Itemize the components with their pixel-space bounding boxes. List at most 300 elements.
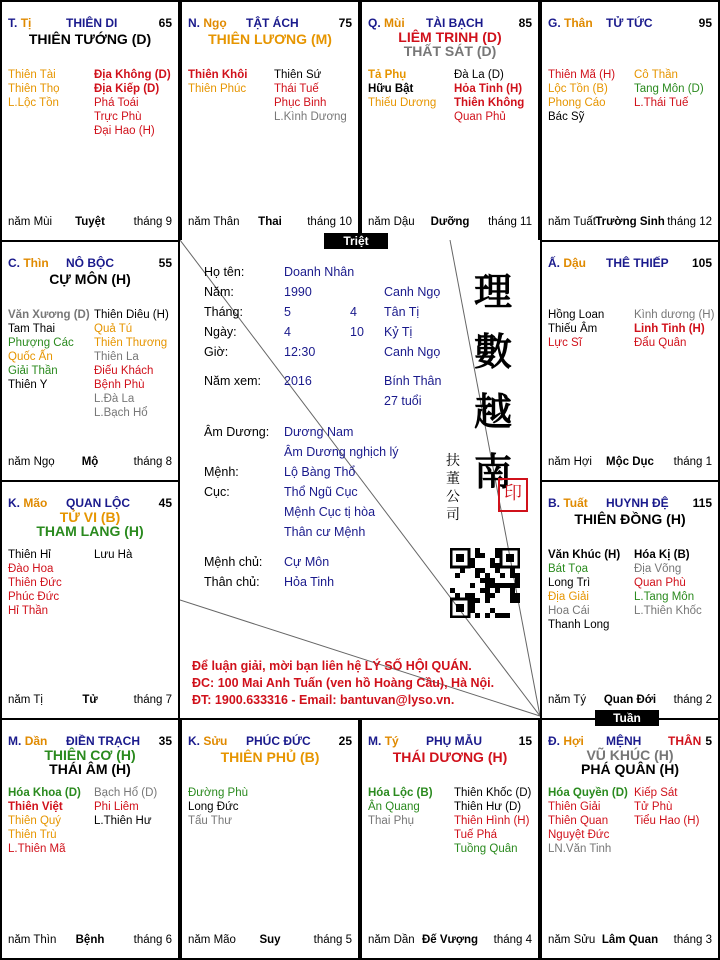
minor-star: Giải Thần	[8, 365, 58, 377]
palace-footer	[8, 216, 172, 230]
calligraphy-small-text	[446, 452, 466, 524]
main-stars	[2, 748, 178, 776]
can: B.	[548, 496, 560, 510]
minor-star: Thiên Quý	[8, 815, 62, 827]
minor-star: Đại Hao (H)	[94, 125, 155, 137]
can-chi	[368, 16, 405, 30]
main-star: THÁI ÂM (H)	[49, 761, 131, 777]
right-stars	[634, 548, 702, 618]
nguyet-han-month: tháng 2	[673, 694, 712, 706]
trang-sinh-stage: Đế Vượng	[421, 934, 479, 946]
minor-star: Long Đức	[188, 801, 239, 813]
nguyet-han-month: tháng 10	[307, 216, 352, 228]
menh-value: Lộ Bàng Thổ	[284, 465, 356, 479]
minor-star: Thiên Trù	[8, 829, 57, 841]
palace-footer	[548, 456, 712, 470]
main-star: THAM LANG (H)	[36, 523, 144, 539]
minor-star: Nguyệt Đức	[548, 829, 610, 841]
left-stars	[8, 786, 81, 856]
minor-star: Hóa Lộc (B)	[368, 787, 433, 799]
palace-mui[interactable]	[360, 0, 540, 242]
minor-star: Tam Thai	[8, 323, 56, 335]
dai-van-number: 85	[518, 16, 532, 30]
nguyet-han-month: tháng 3	[673, 934, 712, 946]
trang-sinh-stage: Tử	[82, 694, 98, 706]
main-star: TỬ VI (B)	[59, 509, 121, 525]
minor-star: Thiên Khốc (D)	[454, 787, 532, 799]
tieu-han-year: năm Ngọ	[8, 456, 55, 468]
chi: Hợi	[563, 734, 584, 748]
minor-star: Phượng Các	[8, 337, 74, 349]
trang-sinh-stage: Suy	[259, 934, 281, 946]
minor-star: Điếu Khách	[94, 365, 154, 377]
palace-name: PHỤ MẪU	[426, 734, 482, 748]
small-char-4: 司	[446, 507, 460, 523]
palace-name: THÊ THIẾP	[606, 256, 669, 270]
chi: Mùi	[384, 16, 405, 30]
minor-star: Lộc Tồn (B)	[548, 83, 608, 95]
minor-star: Lực Sĩ	[548, 337, 582, 349]
nguyet-han-month: tháng 4	[493, 934, 532, 946]
minor-star: L.Bạch Hổ	[94, 407, 148, 419]
trang-sinh-stage: Dưỡng	[430, 216, 470, 228]
minor-star: Hỉ Thần	[8, 605, 49, 617]
minor-star: Tuế Phá	[454, 829, 498, 841]
left-stars	[188, 786, 248, 828]
tieu-han-year: năm Dậu	[368, 216, 415, 228]
palace-ty[interactable]	[360, 718, 540, 960]
palace-name: HUYNH ĐỆ	[606, 496, 669, 510]
minor-star: Hóa Quyền (D)	[548, 787, 628, 799]
tieu-han-year: năm Mùi	[8, 216, 53, 228]
palace-footer	[8, 934, 172, 948]
small-char-1: 扶	[446, 453, 460, 469]
can-chi	[368, 734, 399, 748]
nguyet-han-month: tháng 7	[133, 694, 172, 706]
main-stars	[182, 32, 358, 46]
cuc-value-1: Thổ Ngũ Cục	[284, 485, 358, 499]
menh-chu-value: Cự Môn	[284, 555, 330, 569]
can: Q.	[368, 16, 381, 30]
minor-star: Thiên Diêu (H)	[94, 309, 169, 321]
cuc-label: Cục:	[204, 485, 230, 499]
trang-sinh-stage: Tuyệt	[75, 216, 105, 228]
right-stars	[454, 786, 531, 856]
triet-marker: Triệt	[324, 233, 388, 249]
can: Đ.	[548, 734, 560, 748]
can: K.	[188, 734, 200, 748]
am-duong-label: Âm Dương:	[204, 425, 270, 439]
palace-header	[548, 16, 712, 30]
minor-star: Thiên Y	[8, 379, 48, 391]
palace-footer	[8, 694, 172, 708]
tieu-han-year: năm Hợi	[548, 456, 592, 468]
minor-star: Bát Tọa	[548, 563, 589, 575]
palace-footer	[368, 934, 532, 948]
can-chi	[8, 16, 31, 30]
chi: Mão	[23, 496, 48, 510]
palace-header	[8, 496, 172, 510]
minor-star: Thiếu Âm	[548, 323, 598, 335]
palace-header	[188, 734, 352, 748]
right-stars	[634, 786, 699, 828]
can: M.	[368, 734, 382, 748]
minor-star: Hồng Loan	[548, 309, 605, 321]
palace-header	[8, 256, 172, 270]
minor-star: L.Thiên Khốc	[634, 605, 702, 617]
calligraphy-char-1: 理	[474, 269, 513, 314]
palace-name: ĐIỀN TRẠCH	[66, 734, 140, 748]
chi: Thân	[564, 16, 593, 30]
contact-line-1: Để luận giải, mời bạn liên hệ LÝ SỐ HỘI QUÁN.	[192, 659, 472, 673]
tieu-han-year: năm Sửu	[548, 934, 596, 946]
minor-star: Tử Phù	[634, 801, 673, 813]
chi: Sửu	[203, 734, 228, 748]
minor-star: L.Kình Dương	[274, 111, 347, 123]
right-stars	[94, 786, 157, 828]
info-value: 5	[284, 305, 291, 319]
nguyet-han-month: tháng 8	[133, 456, 172, 468]
minor-star: Thiên Sứ	[274, 69, 322, 81]
info-can-chi: Canh Ngọ	[384, 345, 441, 359]
palace-header	[368, 734, 532, 748]
tieu-han-year: năm Tuất	[548, 216, 596, 228]
nam-xem-can-chi: Bính Thân	[384, 374, 442, 388]
palace-name: TÀI BẠCH	[426, 16, 484, 30]
minor-star: Thiên Tài	[8, 69, 56, 81]
minor-star: Hoa Cái	[548, 605, 590, 617]
main-stars	[362, 750, 538, 764]
minor-star: Trực Phù	[94, 111, 142, 123]
minor-star: Linh Tinh (H)	[634, 323, 705, 335]
palace-header	[548, 496, 712, 510]
minor-star: Quan Phủ	[454, 111, 506, 123]
tieu-han-year: năm Mão	[188, 934, 236, 946]
palace-tuat[interactable]	[540, 480, 720, 720]
palace-name: PHÚC ĐỨC	[246, 734, 311, 748]
minor-star: Tuồng Quân	[454, 843, 518, 855]
minor-star: L.Lộc Tồn	[8, 97, 59, 109]
info-value: 1990	[284, 285, 312, 299]
main-star: LIÊM TRINH (D)	[398, 29, 502, 45]
info-label: Giờ:	[204, 345, 229, 359]
minor-star: Thiên Phúc	[188, 83, 247, 95]
tieu-han-year: năm Thân	[188, 216, 240, 228]
minor-star: Kình dương (H)	[634, 309, 715, 321]
minor-star: Phi Liêm	[94, 801, 139, 813]
trang-sinh-stage: Thai	[258, 216, 282, 228]
chi: Ngọ	[203, 16, 227, 30]
main-star: THIÊN ĐỒNG (H)	[574, 511, 686, 527]
nam-xem-value: 2016	[284, 374, 312, 388]
palace-header	[368, 16, 532, 30]
left-stars	[8, 308, 90, 392]
dai-van-number: 5	[705, 734, 712, 748]
palace-header	[8, 16, 172, 30]
trang-sinh-stage: Mộc Dục	[606, 456, 654, 468]
dai-van-number: 45	[158, 496, 172, 510]
minor-star: Thiên Không	[454, 97, 525, 109]
right-stars	[94, 548, 132, 562]
palace-than[interactable]	[540, 0, 720, 242]
contact-line-2: ĐC: 100 Mai Anh Tuấn (ven hồ Hoàng Cầu), Hà Nội.	[192, 676, 495, 690]
than-chu-label: Thân chủ:	[204, 575, 260, 589]
nguyet-han-month: tháng 5	[313, 934, 352, 946]
minor-star: Bác Sỹ	[548, 111, 585, 123]
trang-sinh-stage: Quan Đới	[603, 694, 657, 706]
minor-star: Văn Xương (D)	[8, 309, 90, 321]
than-chu-value: Hỏa Tinh	[284, 575, 335, 589]
minor-star: Thiên Hư (D)	[454, 801, 522, 813]
minor-star: Bạch Hổ (D)	[94, 787, 158, 799]
nguyet-han-month: tháng 6	[133, 934, 172, 946]
minor-star: Hóa Kị (B)	[634, 549, 690, 561]
minor-star: Địa Kiếp (D)	[94, 83, 160, 95]
right-stars	[634, 68, 704, 110]
palace-footer	[548, 694, 712, 708]
minor-star: Hữu Bật	[368, 83, 414, 95]
minor-star: Kiếp Sát	[634, 787, 678, 799]
minor-star: Thiên Quan	[548, 815, 609, 827]
can-chi	[548, 496, 588, 510]
palace-footer	[548, 934, 712, 948]
minor-star: Thiếu Dương	[368, 97, 437, 109]
left-stars	[548, 786, 628, 856]
main-stars	[182, 750, 358, 764]
main-star: CỰ MÔN (H)	[49, 271, 131, 287]
can: G.	[548, 16, 561, 30]
nguyet-han-month: tháng 12	[667, 216, 712, 228]
chi: Tị	[20, 16, 32, 30]
palace-name: TẬT ÁCH	[246, 16, 299, 30]
nguyet-han-month: tháng 1	[673, 456, 712, 468]
info-can-chi: Canh Ngọ	[384, 285, 441, 299]
minor-star: Thanh Long	[548, 619, 610, 631]
info-label: Năm:	[204, 285, 234, 299]
dai-van-number: 25	[338, 734, 352, 748]
left-stars	[368, 786, 433, 828]
info-value: 12:30	[284, 345, 316, 359]
dai-van-number: 105	[691, 256, 712, 270]
nguyet-han-month: tháng 11	[488, 216, 532, 228]
main-star: THIÊN LƯƠNG (M)	[208, 31, 332, 47]
main-star: THIÊN PHỦ (B)	[220, 749, 320, 765]
minor-star: Hóa Khoa (D)	[8, 787, 81, 799]
can-chi	[8, 256, 49, 270]
palace-dan[interactable]	[0, 718, 180, 960]
calligraphy-char-2: 數	[474, 329, 513, 374]
can: N.	[188, 16, 200, 30]
trang-sinh-stage: Trường Sinh	[595, 216, 665, 228]
palace-header	[548, 734, 712, 748]
palace-mao[interactable]	[0, 480, 180, 720]
palace-name: QUAN LỘC	[66, 496, 130, 510]
palace-suu[interactable]	[180, 718, 360, 960]
minor-star: Ân Quang	[368, 801, 420, 813]
than-tag: THÂN	[668, 734, 702, 748]
minor-star: Thiên Thương	[94, 337, 168, 349]
right-stars	[454, 68, 524, 124]
minor-star: Hỏa Tinh (H)	[454, 83, 523, 95]
left-stars	[188, 68, 247, 96]
contact-line-3: ĐT: 1900.633316 - Email: bantuvan@lyso.vn.	[192, 693, 455, 707]
minor-star: Phục Binh	[274, 97, 327, 109]
minor-star: LN.Văn Tinh	[548, 843, 612, 855]
can-chi	[188, 16, 227, 30]
nam-xem-label: Năm xem:	[204, 374, 261, 388]
minor-star: Tấu Thư	[188, 815, 232, 827]
palace-dau[interactable]	[540, 240, 720, 482]
minor-star: Thai Phụ	[368, 815, 415, 827]
minor-star: L.Đà La	[94, 393, 135, 405]
minor-star: Đà La (D)	[454, 69, 504, 81]
left-stars	[548, 308, 604, 350]
left-stars	[368, 68, 436, 110]
minor-star: Thiên Khôi	[188, 69, 248, 81]
main-stars	[2, 272, 178, 286]
minor-star: Văn Khúc (H)	[548, 549, 621, 561]
red-seal: 印	[498, 478, 528, 512]
can: C.	[8, 256, 20, 270]
right-stars	[94, 308, 169, 420]
trang-sinh-stage: Lâm Quan	[601, 934, 659, 946]
chi: Tý	[384, 734, 399, 748]
can: Ấ.	[548, 256, 560, 270]
can-chi	[548, 734, 584, 748]
main-star: THÁI DƯƠNG (H)	[392, 749, 508, 765]
palace-ti[interactable]	[0, 0, 180, 242]
dai-van-number: 115	[692, 496, 712, 510]
minor-star: Thiên Giải	[548, 801, 601, 813]
minor-star: Quả Tú	[94, 323, 133, 335]
main-stars	[542, 512, 718, 526]
minor-star: Tả Phụ	[368, 69, 407, 81]
trang-sinh-stage: Mộ	[81, 456, 99, 468]
minor-star: Bệnh Phù	[94, 379, 145, 391]
minor-star: Địa Giải	[548, 591, 589, 603]
palace-footer	[188, 934, 352, 948]
minor-star: Quốc Ấn	[8, 351, 53, 363]
tuan-marker: Tuần	[595, 710, 659, 726]
cuc-value-2: Mệnh Cục tị hòa	[284, 505, 376, 519]
minor-star: Đào Hoa	[8, 563, 54, 575]
left-stars	[548, 548, 620, 632]
can-chi	[548, 256, 586, 270]
am-duong-2: Âm Dương nghịch lý	[284, 445, 399, 459]
dai-van-number: 55	[158, 256, 172, 270]
main-stars	[2, 32, 178, 46]
palace-footer	[368, 216, 532, 230]
calligraphy-char-4: 南	[474, 449, 513, 494]
palace-hoi[interactable]	[540, 718, 720, 960]
minor-star: Thiên La	[94, 351, 139, 363]
tieu-han-year: năm Thìn	[8, 934, 57, 946]
minor-star: Phong Cáo	[548, 97, 606, 109]
minor-star: Thiên Hình (H)	[454, 815, 530, 827]
dai-van-number: 65	[158, 16, 172, 30]
minor-star: Thiên Hỉ	[8, 549, 51, 561]
contact-info	[192, 658, 532, 709]
dai-van-number: 15	[518, 734, 532, 748]
minor-star: Phá Toái	[94, 97, 139, 109]
main-stars	[362, 30, 538, 58]
palace-footer	[548, 216, 712, 230]
calligraphy-char-3: 越	[474, 389, 513, 434]
info-value: 4	[284, 325, 291, 339]
minor-star: Tiểu Hao (H)	[634, 815, 700, 827]
can-chi	[8, 734, 47, 748]
right-stars	[634, 308, 714, 350]
main-star: VŨ KHÚC (H)	[586, 747, 674, 763]
right-stars	[274, 68, 347, 124]
left-stars	[548, 68, 615, 124]
chi: Tuất	[563, 496, 588, 510]
can: M.	[8, 734, 22, 748]
minor-star: Cô Thần	[634, 69, 678, 81]
age: 27 tuổi	[384, 394, 422, 408]
chart-info-panel	[180, 240, 540, 718]
small-char-2: 董	[446, 471, 460, 487]
minor-star: Quan Phù	[634, 577, 686, 589]
small-char-3: 公	[446, 489, 460, 505]
left-stars	[8, 548, 62, 618]
minor-star: Đường Phù	[188, 787, 248, 799]
main-stars	[542, 748, 718, 776]
minor-star: Thiên Thọ	[8, 83, 60, 95]
trang-sinh-stage: Bệnh	[75, 934, 105, 946]
qr-code[interactable]	[450, 548, 520, 618]
main-star: PHÁ QUÂN (H)	[581, 761, 679, 777]
dai-van-number: 95	[698, 16, 712, 30]
can-chi	[188, 734, 227, 748]
palace-footer	[8, 456, 172, 470]
info-label: Tháng:	[204, 305, 243, 319]
info-can-chi: Kỷ Tị	[384, 325, 413, 339]
tieu-han-year: năm Dần	[368, 934, 415, 946]
can-chi	[8, 496, 47, 510]
palace-name: MỆNH	[606, 734, 642, 748]
chi: Dần	[24, 734, 48, 748]
dai-van-number: 75	[338, 16, 352, 30]
left-stars	[8, 68, 60, 110]
minor-star: Thiên Mã (H)	[548, 69, 616, 81]
minor-star: Thái Tuế	[274, 83, 319, 95]
minor-star: Lưu Hà	[94, 549, 133, 561]
main-star: THẤT SÁT (D)	[403, 43, 497, 59]
info-lunar: 10	[350, 325, 364, 339]
main-stars	[2, 510, 178, 538]
minor-star: Thiên Việt	[8, 801, 63, 813]
palace-header	[548, 256, 712, 270]
view-year	[204, 371, 442, 408]
minor-star: Tang Môn (D)	[634, 83, 704, 95]
info-lunar: 4	[350, 305, 357, 319]
minor-star: Long Trì	[548, 577, 591, 589]
dai-van-number: 35	[158, 734, 172, 748]
palace-name: THIÊN DI	[66, 16, 118, 30]
can-chi	[548, 16, 593, 30]
palace-ngo[interactable]	[180, 0, 360, 242]
cuc-value-3: Thân cư Mệnh	[284, 525, 366, 539]
minor-star: L.Tang Môn	[634, 591, 695, 603]
info-label: Họ tên:	[204, 265, 245, 279]
main-star: THIÊN CƠ (H)	[44, 747, 136, 763]
minor-star: Đẩu Quân	[634, 337, 687, 349]
palace-thin[interactable]	[0, 240, 180, 482]
minor-star: Thiên Đức	[8, 577, 62, 589]
tieu-han-year: năm Tý	[548, 694, 587, 706]
am-duong-1: Dương Nam	[284, 425, 354, 439]
